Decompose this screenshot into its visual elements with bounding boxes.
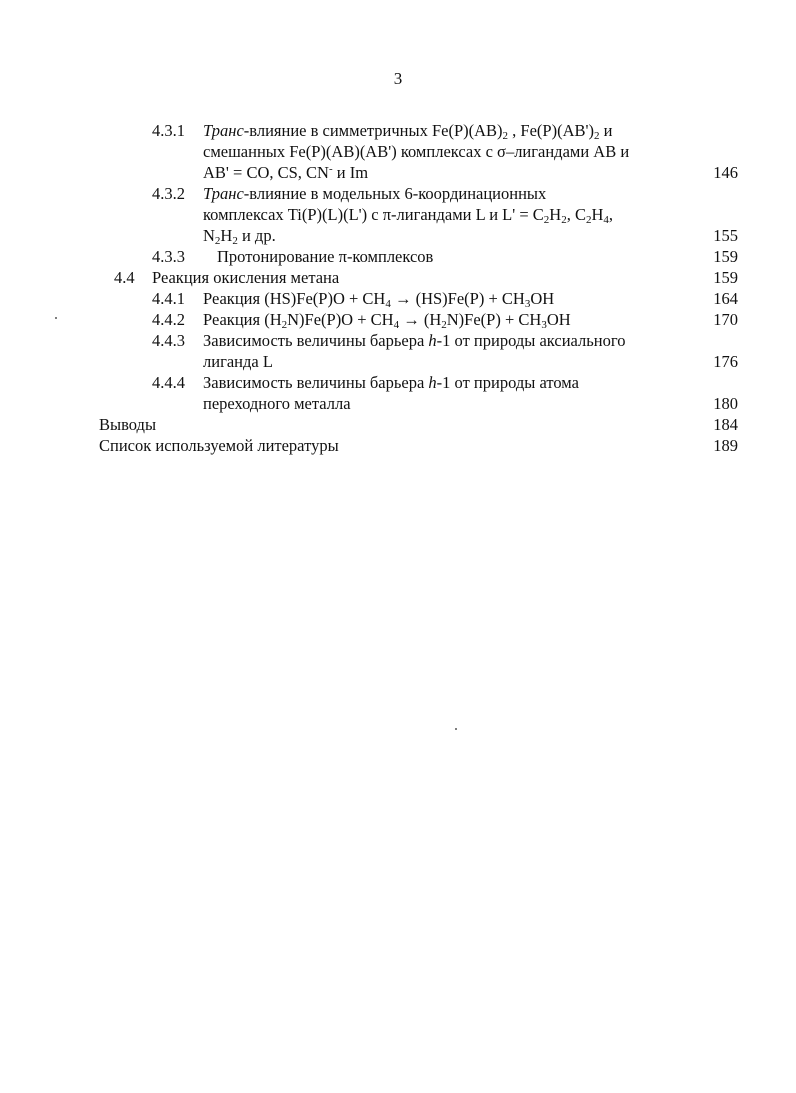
- title-segment: Зависимость величины барьера: [203, 331, 429, 350]
- title-segment: 3: [524, 298, 531, 310]
- title-segment: 4: [385, 298, 391, 310]
- title-segment: 2: [232, 235, 238, 247]
- title-segment: 2: [561, 214, 567, 226]
- toc-entry-title-line: [203, 225, 276, 246]
- toc-page-number: 159: [713, 247, 738, 266]
- title-segment: комплексах Ti(P)(L)(L') с π-лигандами L и L' = C: [203, 205, 544, 224]
- toc-entry-conclusions[interactable]: [0, 414, 796, 435]
- toc-page-number: 176: [713, 352, 738, 371]
- toc-entry-number: 4.4: [114, 268, 135, 287]
- toc-page-number: 146: [713, 163, 738, 182]
- title-segment: AB' = CO, CS, CN: [203, 163, 329, 182]
- title-segment: переходного металла: [203, 394, 351, 413]
- title-segment: N)Fe(P) + CH: [446, 310, 542, 329]
- toc-entry-4-3-1[interactable]: [0, 120, 796, 183]
- title-segment: 2: [585, 214, 592, 226]
- toc-entry-4-4-2[interactable]: [0, 309, 796, 330]
- toc-page-number: 170: [713, 310, 738, 329]
- toc-entry-number: 4.3.1: [152, 121, 185, 140]
- title-segment: H: [591, 205, 604, 224]
- toc-entry-title-line: [203, 288, 554, 309]
- toc-entry-title-line: [217, 246, 433, 267]
- title-segment: -влияние в модельных 6-координационных: [243, 184, 547, 203]
- title-segment: , C: [566, 205, 586, 224]
- title-segment: 2: [441, 319, 447, 331]
- toc-entry-references[interactable]: [0, 435, 796, 456]
- toc-entry-number: 4.3.2: [152, 184, 185, 203]
- title-segment: -1 от природы атома: [436, 373, 579, 392]
- table-of-contents: [0, 120, 796, 460]
- toc-page-number: 189: [713, 436, 738, 455]
- toc-entry-4-3-2[interactable]: [0, 183, 796, 246]
- title-segment: h: [428, 331, 437, 350]
- toc-entry-number: 4.4.2: [152, 310, 185, 329]
- title-segment: , Fe(P)(AB'): [508, 121, 594, 140]
- toc-page-number: 164: [713, 289, 738, 308]
- toc-entry-title-line: [203, 309, 571, 330]
- toc-entry-title-line: [99, 414, 156, 435]
- title-segment: OH: [546, 310, 571, 329]
- title-segment: → (HS)Fe(P) + CH: [390, 289, 525, 308]
- title-segment: Реакция (H: [203, 310, 282, 329]
- title-segment: 2: [543, 214, 550, 226]
- toc-entry-title-line: [203, 330, 625, 351]
- toc-entry-title-line: [203, 204, 613, 225]
- toc-entry-4-4-4[interactable]: [0, 372, 796, 414]
- toc-entry-title-line: [152, 267, 339, 288]
- title-segment: N: [203, 226, 215, 245]
- toc-entry-number: 4.4.1: [152, 289, 185, 308]
- title-segment: 2: [502, 130, 509, 142]
- title-segment: и Im: [332, 163, 369, 182]
- title-segment: H: [549, 205, 562, 224]
- toc-entry-title-line: [203, 351, 273, 372]
- title-segment: h: [428, 373, 437, 392]
- title-segment: Транс: [203, 184, 244, 203]
- toc-entry-title-line: [99, 435, 339, 456]
- toc-entry-title-line: [203, 120, 612, 141]
- toc-entry-4-4-3[interactable]: [0, 330, 796, 372]
- title-segment: Зависимость величины барьера: [203, 373, 429, 392]
- scan-speck: [455, 728, 457, 730]
- title-segment: 4: [603, 214, 609, 226]
- title-segment: Транс: [203, 121, 244, 140]
- toc-entry-title-line: [203, 393, 351, 414]
- toc-entry-4-4[interactable]: [0, 267, 796, 288]
- title-segment: OH: [530, 289, 555, 308]
- title-segment: 2: [281, 319, 288, 331]
- title-segment: Выводы: [99, 415, 157, 434]
- toc-entry-title-line: [203, 372, 579, 393]
- toc-entry-title-line: [203, 162, 368, 183]
- toc-page-number: 155: [713, 226, 738, 245]
- toc-page-number: 184: [713, 415, 738, 434]
- title-segment: Реакция (HS)Fe(P)O + CH: [203, 289, 386, 308]
- toc-entry-title-line: [203, 183, 546, 204]
- toc-entry-number: 4.3.3: [152, 247, 185, 266]
- title-segment: N)Fe(P)O + CH: [287, 310, 394, 329]
- title-segment: смешанных Fe(P)(AB)(AB') комплексах с σ–лигандами AB и: [203, 142, 630, 161]
- title-segment: и: [599, 121, 613, 140]
- title-segment: 2: [593, 130, 600, 142]
- title-segment: Список используемой литературы: [99, 436, 339, 455]
- title-segment: Протонирование π-комплексов: [217, 247, 434, 266]
- title-segment: 3: [541, 319, 547, 331]
- title-segment: -влияние в симметричных Fe(P)(AB): [243, 121, 503, 140]
- toc-entry-4-4-1[interactable]: [0, 288, 796, 309]
- toc-page-number: 180: [713, 394, 738, 413]
- title-segment: 4: [393, 319, 400, 331]
- title-segment: ,: [608, 205, 614, 224]
- title-segment: H: [220, 226, 233, 245]
- title-segment: -1 от природы аксиального: [436, 331, 626, 350]
- title-segment: и др.: [237, 226, 276, 245]
- toc-entry-number: 4.4.3: [152, 331, 185, 350]
- toc-entry-title-line: [203, 141, 629, 162]
- toc-entry-number: 4.4.4: [152, 373, 185, 392]
- title-segment: -: [328, 163, 333, 175]
- page-number: 3: [393, 69, 403, 88]
- toc-entry-4-3-3[interactable]: [0, 246, 796, 267]
- title-segment: Реакция окисления метана: [152, 268, 340, 287]
- toc-page-number: 159: [713, 268, 738, 287]
- title-segment: → (H: [399, 310, 442, 329]
- title-segment: лиганда L: [203, 352, 273, 371]
- title-segment: 2: [214, 235, 221, 247]
